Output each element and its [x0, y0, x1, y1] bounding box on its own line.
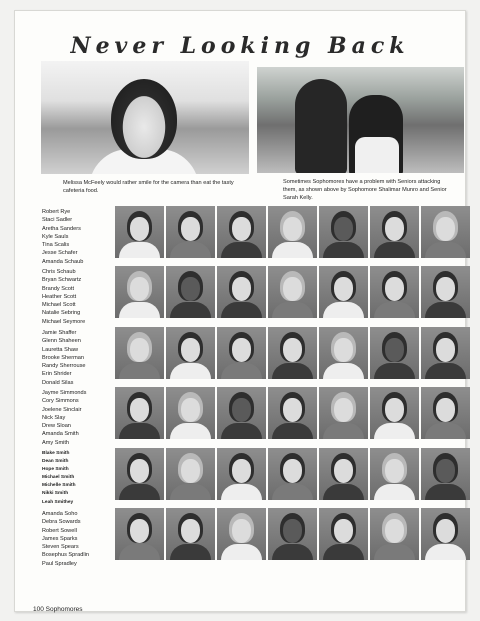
- portrait-face: [181, 519, 200, 543]
- student-name: Nikki Smith: [42, 491, 69, 497]
- student-name: Jamie Shaffer: [42, 330, 77, 336]
- portrait-shirt: [272, 484, 313, 500]
- student-name: Chris Schaub: [42, 269, 76, 275]
- student-name: Aretha Sanders: [42, 225, 81, 232]
- portrait-shirt: [221, 544, 262, 560]
- student-name: Robert Sowell: [42, 527, 77, 534]
- portrait-face: [232, 519, 251, 543]
- portrait-shirt: [374, 302, 415, 318]
- student-portrait: [268, 266, 317, 318]
- student-name: Randy Sherrouse: [42, 363, 86, 370]
- student-portrait: [166, 508, 215, 560]
- student-name: Michael Seymore: [42, 318, 86, 325]
- portrait-shirt: [425, 423, 466, 439]
- portrait-face: [283, 277, 302, 301]
- student-name: Kyle Sauls: [42, 233, 69, 240]
- portrait-face: [181, 459, 200, 483]
- portrait-face: [385, 338, 404, 362]
- student-portrait: [370, 387, 419, 439]
- portrait-face: [130, 217, 149, 241]
- portrait-face: [232, 338, 251, 362]
- portrait-face: [385, 398, 404, 422]
- portrait-shirt: [221, 302, 262, 318]
- portrait-shirt: [170, 484, 211, 500]
- portrait-shirt: [119, 242, 160, 258]
- name-list: [42, 450, 114, 507]
- student-name: Donald Silas: [42, 379, 74, 386]
- student-portrait: [115, 206, 164, 258]
- portrait-shirt: [170, 302, 211, 318]
- portrait-face: [385, 277, 404, 301]
- portrait-shirt: [425, 544, 466, 560]
- yearbook-page: [14, 10, 466, 612]
- student-name: Staci Sadler: [42, 217, 73, 224]
- portrait-shirt: [221, 363, 262, 379]
- portrait-face: [385, 519, 404, 543]
- name-list: [42, 268, 114, 326]
- student-portrait: [115, 327, 164, 379]
- student-portrait: [115, 266, 164, 318]
- portrait-shirt: [119, 423, 160, 439]
- portrait-shirt: [119, 484, 160, 500]
- portrait-shirt: [119, 544, 160, 560]
- portrait-shirt: [374, 363, 415, 379]
- portrait-shirt: [119, 363, 160, 379]
- student-name: Natalie Sebring: [42, 310, 81, 317]
- portrait-shirt: [119, 302, 160, 318]
- portrait-face: [334, 338, 353, 362]
- portrait-shirt: [272, 363, 313, 379]
- portrait-face: [436, 338, 455, 362]
- student-name: Erin Shrider: [42, 371, 72, 378]
- student-portrait: [370, 327, 419, 379]
- portrait-face: [181, 398, 200, 422]
- candid-photo-right: [257, 67, 464, 173]
- portrait-shirt: [272, 544, 313, 560]
- student-portrait: [319, 327, 368, 379]
- photo-caption-right: Sometimes Sophomores have a problem with Seniors attacking them, as shown above by Sophomore Shalimar Munro and Senior Sarah Kelly.: [283, 179, 447, 201]
- portrait-face: [436, 398, 455, 422]
- portrait-shirt: [221, 242, 262, 258]
- student-portrait: [319, 508, 368, 560]
- portrait-shirt: [323, 302, 364, 318]
- portrait-row: [115, 508, 463, 560]
- portrait-shirt: [374, 484, 415, 500]
- student-portrait: [421, 387, 470, 439]
- portrait-face: [283, 519, 302, 543]
- student-portrait: [421, 508, 470, 560]
- portrait-face: [334, 277, 353, 301]
- student-name: James Sparks: [42, 535, 78, 542]
- page-title: Never Looking Back: [70, 33, 410, 59]
- portrait-row: [115, 266, 463, 318]
- student-name: Amanda Soho: [42, 511, 78, 517]
- portrait-face: [130, 338, 149, 362]
- portrait-face: [283, 398, 302, 422]
- student-portrait: [268, 206, 317, 258]
- student-portrait: [115, 448, 164, 500]
- portrait-shirt: [323, 423, 364, 439]
- portrait-shirt: [425, 484, 466, 500]
- portrait-shirt: [323, 484, 364, 500]
- portrait-shirt: [323, 363, 364, 379]
- student-name: Paul Spradley: [42, 560, 77, 567]
- student-portrait: [115, 508, 164, 560]
- portrait-face: [334, 217, 353, 241]
- portrait-shirt: [170, 363, 211, 379]
- student-portrait: [166, 387, 215, 439]
- student-name: Joelene Sinclair: [42, 406, 82, 413]
- portrait-row: [115, 448, 463, 500]
- portrait-shirt: [221, 484, 262, 500]
- student-name: Debra Sowards: [42, 519, 81, 526]
- student-name: Amanda Schaub: [42, 258, 84, 265]
- name-list: [42, 510, 114, 568]
- portrait-shirt: [272, 423, 313, 439]
- portrait-shirt: [272, 242, 313, 258]
- portrait-face: [334, 519, 353, 543]
- portrait-shirt: [221, 423, 262, 439]
- student-portrait: [370, 266, 419, 318]
- portrait-row: [115, 327, 463, 379]
- student-name: Leah Smithey: [42, 499, 74, 505]
- portrait-shirt: [272, 302, 313, 318]
- portrait-face: [385, 459, 404, 483]
- portrait-shirt: [374, 423, 415, 439]
- student-portrait: [370, 206, 419, 258]
- portrait-row: [115, 387, 463, 439]
- photo-figure-shirt: [355, 137, 399, 173]
- candid-photo-left: [41, 61, 249, 174]
- student-name: Steven Spears: [42, 544, 79, 551]
- portrait-shirt: [425, 242, 466, 258]
- student-name: Michelle Smith: [42, 483, 76, 489]
- student-name: Bosephus Spradlin: [42, 552, 89, 559]
- student-portrait: [319, 448, 368, 500]
- student-portrait: [115, 387, 164, 439]
- portrait-face: [436, 459, 455, 483]
- portrait-face: [334, 459, 353, 483]
- student-name: Brooke Sherman: [42, 354, 84, 361]
- student-name: Jesse Schafer: [42, 250, 78, 257]
- portrait-face: [283, 338, 302, 362]
- portrait-face: [334, 398, 353, 422]
- student-name: Brandy Scott: [42, 285, 75, 292]
- student-name: Jayme Simmonds: [42, 390, 87, 396]
- page-footer: 100 Sophomores: [33, 606, 83, 613]
- student-name: Tina Scalis: [42, 242, 70, 249]
- portrait-shirt: [170, 423, 211, 439]
- portrait-face: [181, 217, 200, 241]
- student-name: Nick Slay: [42, 414, 66, 421]
- portrait-face: [232, 217, 251, 241]
- portrait-face: [283, 217, 302, 241]
- student-name: Lauretta Shaw: [42, 346, 79, 353]
- student-portrait: [268, 387, 317, 439]
- student-name: Dean Smith: [42, 459, 69, 465]
- student-portrait: [166, 266, 215, 318]
- student-portrait: [217, 448, 266, 500]
- student-name: Cory Simmons: [42, 398, 79, 405]
- student-portrait: [319, 387, 368, 439]
- student-name: Blake Smith: [42, 451, 70, 456]
- portrait-shirt: [374, 242, 415, 258]
- student-portrait: [421, 266, 470, 318]
- photo-figure-left: [295, 79, 347, 173]
- portrait-face: [436, 519, 455, 543]
- student-name: Amy Smith: [42, 439, 70, 446]
- portrait-shirt: [374, 544, 415, 560]
- student-portrait: [217, 387, 266, 439]
- portrait-face: [283, 459, 302, 483]
- student-portrait: [217, 508, 266, 560]
- student-portrait: [217, 266, 266, 318]
- portrait-face: [130, 398, 149, 422]
- portrait-face: [232, 277, 251, 301]
- student-name: Amanda Smith: [42, 431, 79, 438]
- student-portrait: [268, 448, 317, 500]
- student-name: Michael Smith: [42, 475, 75, 481]
- student-portrait: [421, 327, 470, 379]
- student-portrait: [319, 266, 368, 318]
- student-name: Drew Sloan: [42, 423, 71, 430]
- portrait-shirt: [425, 363, 466, 379]
- photo-figure-right: [349, 95, 403, 173]
- student-name: Glenn Shaheen: [42, 338, 81, 345]
- student-name: Michael Scott: [42, 302, 76, 309]
- portrait-face: [385, 217, 404, 241]
- photo-caption-left: Melissa McFeely would rather smile for the camera than eat the tasty cafeteria food.: [63, 180, 234, 194]
- name-list: [42, 389, 114, 447]
- student-portrait: [421, 448, 470, 500]
- portrait-face: [181, 338, 200, 362]
- student-portrait: [166, 327, 215, 379]
- name-list: [42, 329, 114, 387]
- student-portrait: [217, 206, 266, 258]
- student-name: Heather Scott: [42, 293, 77, 300]
- student-portrait: [370, 508, 419, 560]
- portrait-shirt: [170, 544, 211, 560]
- student-portrait: [370, 448, 419, 500]
- portrait-face: [130, 277, 149, 301]
- student-name: Hope Smith: [42, 467, 69, 473]
- portrait-face: [232, 459, 251, 483]
- student-portrait: [421, 206, 470, 258]
- student-name: Bryan Schwartz: [42, 277, 82, 284]
- student-portrait: [166, 448, 215, 500]
- portrait-shirt: [323, 242, 364, 258]
- portrait-row: [115, 206, 463, 258]
- portrait-shirt: [170, 242, 211, 258]
- portrait-face: [436, 277, 455, 301]
- photo-figure-head: [111, 79, 177, 159]
- portrait-face: [181, 277, 200, 301]
- student-portrait: [217, 327, 266, 379]
- portrait-face: [232, 398, 251, 422]
- portrait-face: [130, 459, 149, 483]
- portrait-face: [436, 217, 455, 241]
- portrait-shirt: [425, 302, 466, 318]
- name-list: [42, 208, 114, 266]
- portrait-shirt: [323, 544, 364, 560]
- student-portrait: [319, 206, 368, 258]
- student-portrait: [166, 206, 215, 258]
- student-portrait: [268, 508, 317, 560]
- portrait-face: [130, 519, 149, 543]
- student-portrait: [268, 327, 317, 379]
- student-name: Robert Rye: [42, 209, 71, 215]
